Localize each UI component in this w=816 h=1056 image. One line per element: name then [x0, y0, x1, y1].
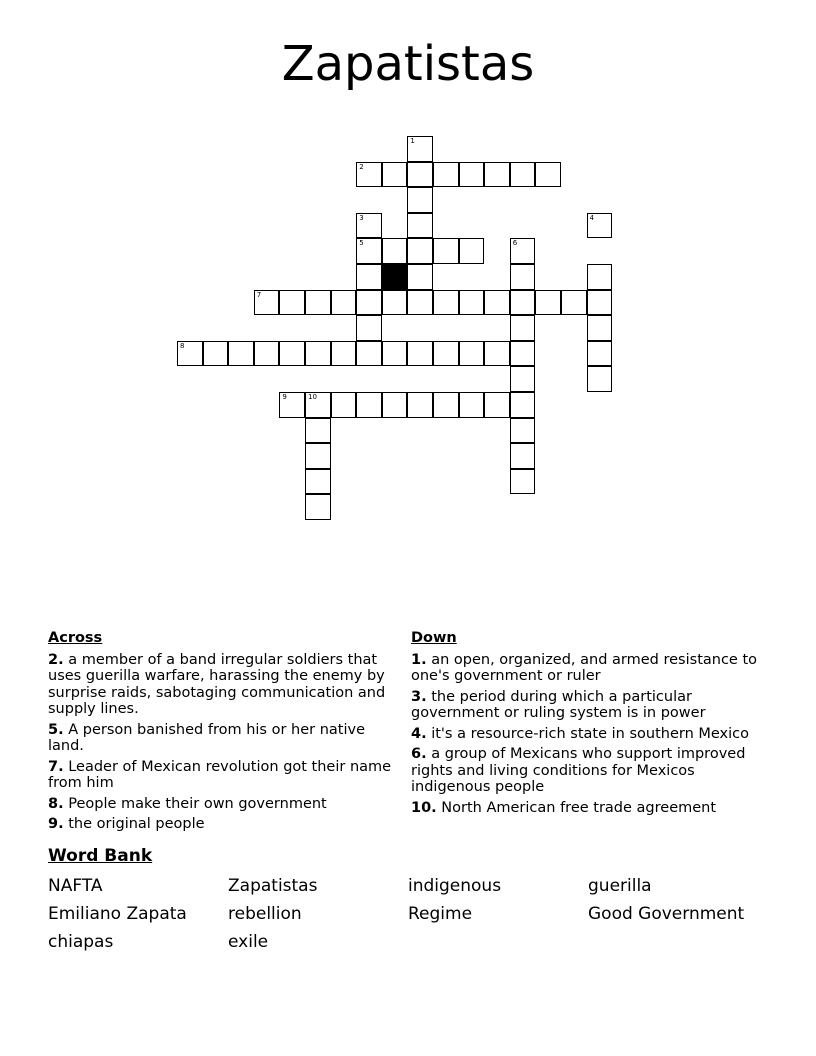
clue-number: 1. [411, 651, 427, 668]
across-clues [48, 630, 398, 837]
down-clue [411, 800, 761, 817]
crossword-cell[interactable] [279, 341, 305, 367]
across-clue [48, 816, 398, 833]
crossword-cell[interactable] [305, 469, 331, 495]
down-clue [411, 689, 761, 722]
crossword-cell[interactable] [279, 392, 305, 418]
crossword-cell[interactable] [407, 341, 433, 367]
down-clue [411, 652, 761, 685]
crossword-cell[interactable] [459, 162, 485, 188]
crossword-cell[interactable] [382, 238, 408, 264]
crossword-cell[interactable] [407, 238, 433, 264]
cell-number: 9 [282, 393, 287, 401]
crossword-cell[interactable] [356, 315, 382, 341]
clue-number: 8. [48, 795, 64, 812]
crossword-cell[interactable] [484, 392, 510, 418]
clue-text: the period during which a particular government or ruling system is in power [411, 688, 706, 721]
crossword-cell[interactable] [510, 469, 536, 495]
word-bank-item: NAFTA [48, 876, 103, 896]
crossword-cell[interactable] [587, 290, 613, 316]
cell-number: 5 [359, 239, 364, 248]
across-heading: Across [48, 630, 103, 646]
crossword-cell[interactable] [331, 341, 357, 367]
crossword-cell[interactable] [459, 238, 485, 264]
crossword-cell[interactable] [305, 341, 331, 367]
clue-number: 10. [411, 799, 437, 816]
cell-number: 6 [512, 239, 518, 248]
clue-text: a group of Mexicans who support improved rights and living conditions for Mexicos indigenous people [411, 746, 746, 795]
crossword-cell[interactable] [254, 290, 280, 316]
crossword-cell[interactable] [331, 392, 357, 418]
down-heading: Down [411, 630, 457, 646]
word-bank-item: exile [228, 932, 269, 952]
crossword-cell[interactable] [382, 290, 408, 316]
word-bank-item: indigenous [408, 876, 502, 896]
clue-number: 4. [411, 725, 427, 742]
crossword-cell[interactable] [356, 238, 382, 264]
crossword-cell[interactable] [382, 392, 408, 418]
crossword-cell[interactable] [356, 290, 382, 316]
word-bank-item: Emiliano Zapata [48, 904, 187, 924]
word-bank-item: guerilla [588, 876, 652, 896]
crossword-cell[interactable] [510, 264, 536, 290]
crossword-cell[interactable] [305, 443, 331, 469]
word-bank-item: Zapatistas [228, 876, 318, 896]
crossword-cell[interactable] [356, 392, 382, 418]
crossword-cell[interactable] [459, 392, 485, 418]
cell-number: 2 [359, 162, 364, 171]
word-bank-item: chiapas [48, 932, 114, 952]
crossword-cell[interactable] [356, 264, 382, 290]
crossword-cell[interactable] [510, 418, 536, 444]
crossword-cell[interactable] [254, 341, 280, 367]
crossword-block-cell [382, 264, 408, 290]
crossword-cell[interactable] [587, 341, 613, 367]
down-clue [411, 746, 761, 796]
puzzle-title: Zapatistas [281, 36, 535, 92]
crossword-cell[interactable] [433, 392, 459, 418]
clue-number: 3. [411, 688, 427, 705]
crossword-cell[interactable] [407, 213, 433, 239]
clue-text: it's a resource-rich state in southern Mexico [431, 725, 750, 742]
crossword-cell[interactable] [484, 341, 510, 367]
crossword-cell[interactable] [177, 341, 203, 367]
crossword-cell[interactable] [510, 162, 536, 188]
crossword-cell[interactable] [407, 392, 433, 418]
crossword-cell[interactable] [535, 290, 561, 316]
crossword-cell[interactable] [433, 290, 459, 316]
crossword-cell[interactable] [305, 290, 331, 316]
clue-text: A person banished from his or her native land. [48, 721, 365, 754]
word-bank-heading: Word Bank [48, 846, 153, 866]
crossword-cell[interactable] [535, 162, 561, 188]
crossword-cell[interactable] [407, 162, 433, 188]
crossword-cell[interactable] [433, 238, 459, 264]
crossword-cell[interactable] [305, 418, 331, 444]
crossword-cell[interactable] [356, 162, 382, 188]
crossword-cell[interactable] [561, 290, 587, 316]
cell-number: 3 [359, 213, 364, 222]
across-clue [48, 796, 398, 813]
crossword-cell[interactable] [305, 392, 331, 418]
crossword-cell[interactable] [433, 341, 459, 367]
down-clue [411, 726, 761, 743]
crossword-cell[interactable] [382, 162, 408, 188]
crossword-cell[interactable] [356, 341, 382, 367]
clue-number: 9. [48, 816, 64, 832]
down-clues [411, 630, 761, 820]
crossword-cell[interactable] [510, 290, 536, 316]
clue-text: Leader of Mexican revolution got their name from him [48, 758, 392, 791]
crossword-cell[interactable] [407, 290, 433, 316]
word-bank-item: Regime [408, 904, 473, 924]
word-bank-item: Good Government [588, 904, 745, 924]
crossword-cell[interactable] [484, 290, 510, 316]
crossword-cell[interactable] [587, 366, 613, 392]
word-bank-item: rebellion [228, 904, 302, 924]
crossword-cell[interactable] [407, 187, 433, 213]
clue-text: People make their own government [68, 795, 327, 812]
crossword-cell[interactable] [587, 213, 613, 239]
crossword-cell[interactable] [510, 392, 536, 418]
cell-number: 8 [180, 341, 185, 350]
crossword-cell[interactable] [510, 238, 536, 264]
clue-text: a member of a band irregular soldiers that uses guerilla warfare, harassing the enemy by surprise raids, sabotaging communication and supply lines. [48, 651, 386, 717]
crossword-cell[interactable] [587, 315, 613, 341]
cell-number: 4 [589, 213, 595, 222]
clue-number: 5. [48, 721, 64, 738]
across-clue [48, 652, 398, 718]
crossword-cell[interactable] [305, 494, 331, 520]
crossword-cell[interactable] [331, 290, 357, 316]
crossword-cell[interactable] [510, 443, 536, 469]
clue-text: North American free trade agreement [441, 799, 717, 816]
crossword-cell[interactable] [407, 264, 433, 290]
cell-number: 1 [410, 137, 415, 145]
crossword-cell[interactable] [510, 315, 536, 341]
clue-text: the original people [68, 816, 205, 832]
crossword-cell[interactable] [382, 341, 408, 367]
crossword-cell[interactable] [203, 341, 229, 367]
crossword-cell[interactable] [459, 341, 485, 367]
clue-text: an open, organized, and armed resistance to one's government or ruler [411, 651, 758, 684]
crossword-cell[interactable] [459, 290, 485, 316]
crossword-cell[interactable] [433, 162, 459, 188]
crossword-cell[interactable] [356, 213, 382, 239]
cell-number: 7 [256, 290, 262, 299]
clue-number: 7. [48, 758, 64, 775]
crossword-cell[interactable] [484, 162, 510, 188]
crossword-cell[interactable] [510, 366, 536, 392]
crossword-cell[interactable] [407, 136, 433, 162]
across-clue [48, 759, 398, 792]
across-clue [48, 722, 398, 755]
clue-number: 2. [48, 651, 64, 668]
crossword-cell[interactable] [510, 341, 536, 367]
cell-number: 10 [308, 393, 317, 401]
crossword-cell[interactable] [587, 264, 613, 290]
clue-number: 6. [411, 746, 427, 762]
crossword-cell[interactable] [228, 341, 254, 367]
crossword-cell[interactable] [279, 290, 305, 316]
